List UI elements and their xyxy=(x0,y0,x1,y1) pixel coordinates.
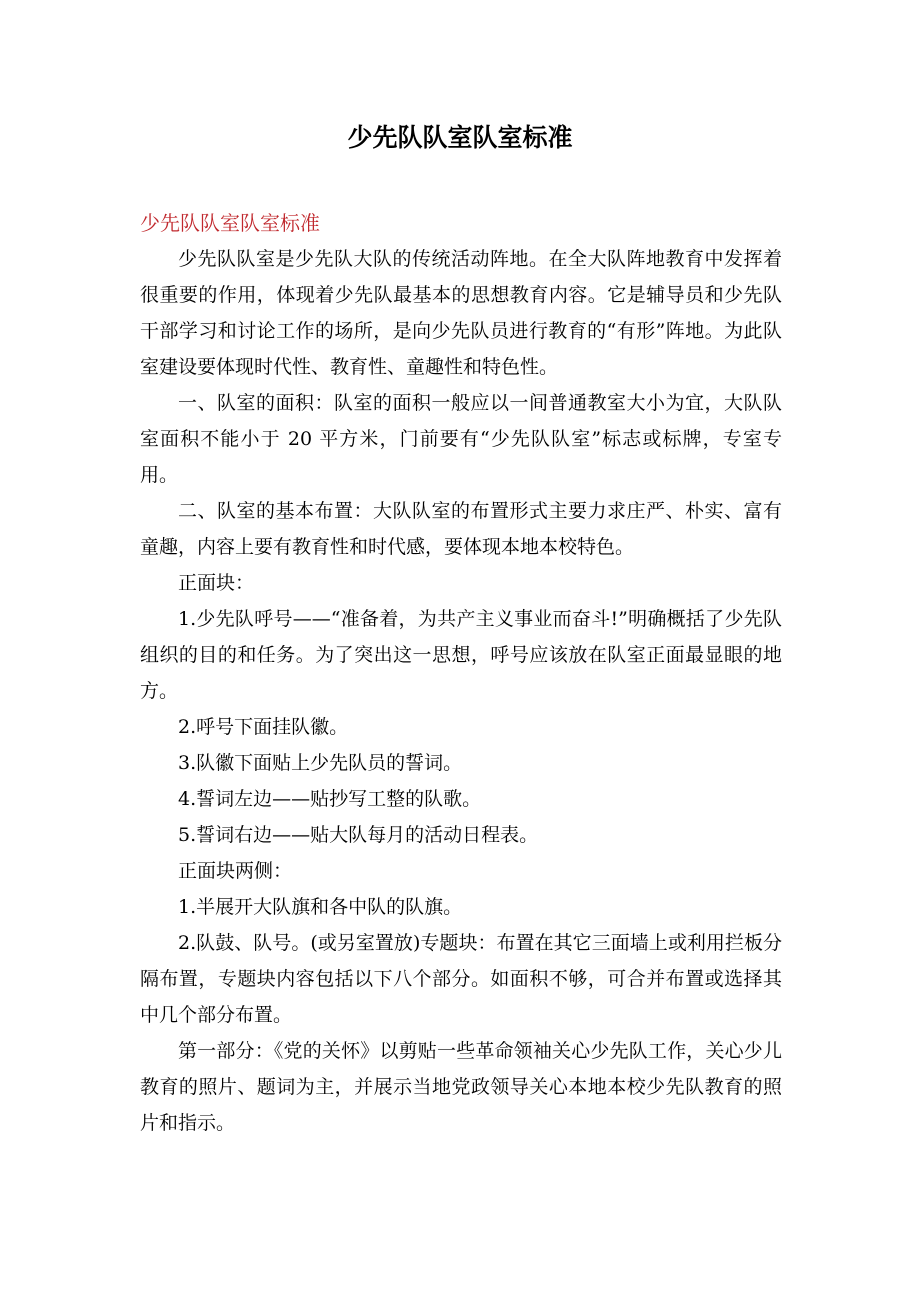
paragraph-front-item-3: 3.队徽下面贴上少先队员的誓词。 xyxy=(178,752,463,774)
section-heading: 少先队队室队室标准 xyxy=(140,211,320,235)
paragraph-sides-heading: 正面块两侧： xyxy=(178,860,293,882)
paragraph-front-item-4: 4.誓词左边——贴抄写工整的队歌。 xyxy=(178,788,482,810)
document-title: 少先队队室队室标准 xyxy=(347,123,573,152)
paragraph-layout: 二、队室的基本布置：大队队室的布置形式主要力求庄严、朴实、富有童趣，内容上要有教育性和时代感，要体现本地本校特色。 xyxy=(140,500,782,558)
paragraph-front-item-2: 2.呼号下面挂队徽。 xyxy=(178,716,349,738)
paragraph-sides-item-1: 1.半展开大队旗和各中队的队旗。 xyxy=(178,896,463,918)
paragraph-sides-item-2: 2.队鼓、队号。(或另室置放)专题块：布置在其它三面墙上或利用拦板分隔布置，专题块内容包括以下八个部分。如面积不够，可合并布置或选择其中几个部分布置。 xyxy=(140,932,782,1026)
paragraph-front-item-1: 1.少先队呼号——“准备着，为共产主义事业而奋斗!”明确概括了少先队组织的目的和任务。为了突出这一思想，呼号应该放在队室正面最显眼的地方。 xyxy=(140,608,782,702)
paragraph-part-one: 第一部分：《党的关怀》以剪贴一些革命领袖关心少先队工作，关心少儿教育的照片、题词为主，并展示当地党政领导关心本地本校少先队教育的照片和指示。 xyxy=(140,1040,782,1134)
paragraph-intro: 少先队队室是少先队大队的传统活动阵地。在全大队阵地教育中发挥着很重要的作用，体现着少先队最基本的思想教育内容。它是辅导员和少先队干部学习和讨论工作的场所，是向少先队员进行教育的“有形”阵地。为此队室建设要体现时代性、教育性、童趣性和特色性。 xyxy=(140,248,782,378)
document-body xyxy=(140,205,782,1141)
paragraph-front-heading: 正面块： xyxy=(178,572,255,594)
paragraph-area: 一、队室的面积：队室的面积一般应以一间普通教室大小为宜，大队队室面积不能小于 20 平方米，门前要有“少先队队室”标志或标牌，专室专用。 xyxy=(140,392,782,486)
paragraph-front-item-5: 5.誓词右边——贴大队每月的活动日程表。 xyxy=(178,824,539,846)
